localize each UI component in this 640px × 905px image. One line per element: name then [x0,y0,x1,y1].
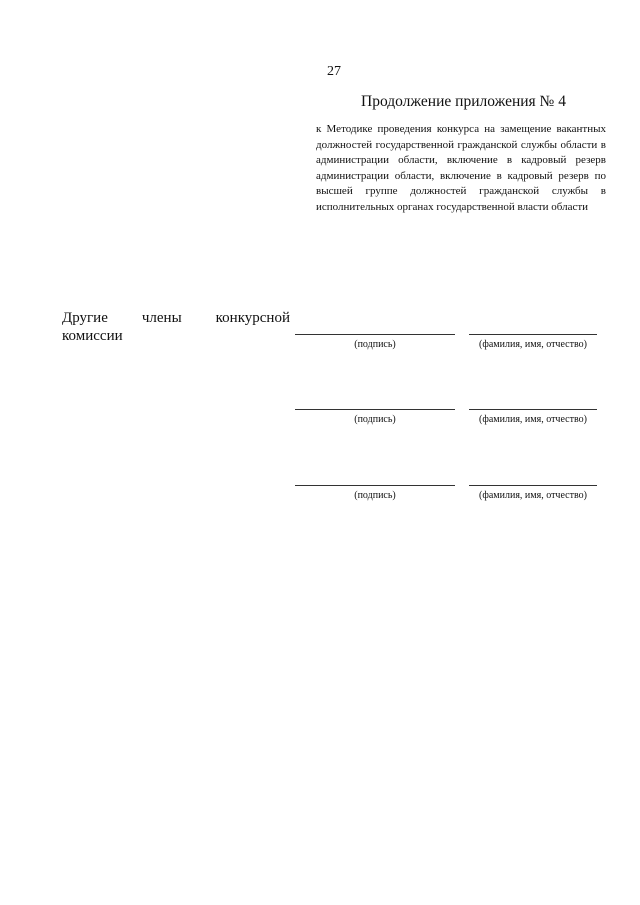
name-field [469,485,597,501]
appendix-title: Продолжение приложения № 4 [361,93,566,110]
name-caption: (фамилия, имя, отчество) [479,339,587,350]
name-caption: (фамилия, имя, отчество) [479,490,587,501]
signature-field [295,409,455,425]
signature-caption: (подпись) [354,490,396,501]
signature-line [295,485,455,486]
signature-row [0,485,640,515]
name-field [469,409,597,425]
name-line [469,485,597,486]
signature-row [0,409,640,439]
signature-line [295,334,455,335]
signature-line [295,409,455,410]
signature-row [0,334,640,364]
signature-field [295,485,455,501]
signature-caption: (подпись) [354,414,396,425]
name-line [469,334,597,335]
signature-caption: (подпись) [354,339,396,350]
appendix-subtitle: к Методике проведения конкурса на замещение вакантных должностей государственной гражданской службы области в администрации области, включение в кадровый резерв администрации области, включение в кадровый резерв по высшей группе должностей гражданской службы в исполнительных органах государственной власти области [316,123,606,213]
name-caption: (фамилия, имя, отчество) [479,414,587,425]
signature-field [295,334,455,350]
name-field [469,334,597,350]
name-line [469,409,597,410]
page-number: 27 [327,64,341,79]
members-label: Другие члены конкурсной комиссии [62,310,290,344]
